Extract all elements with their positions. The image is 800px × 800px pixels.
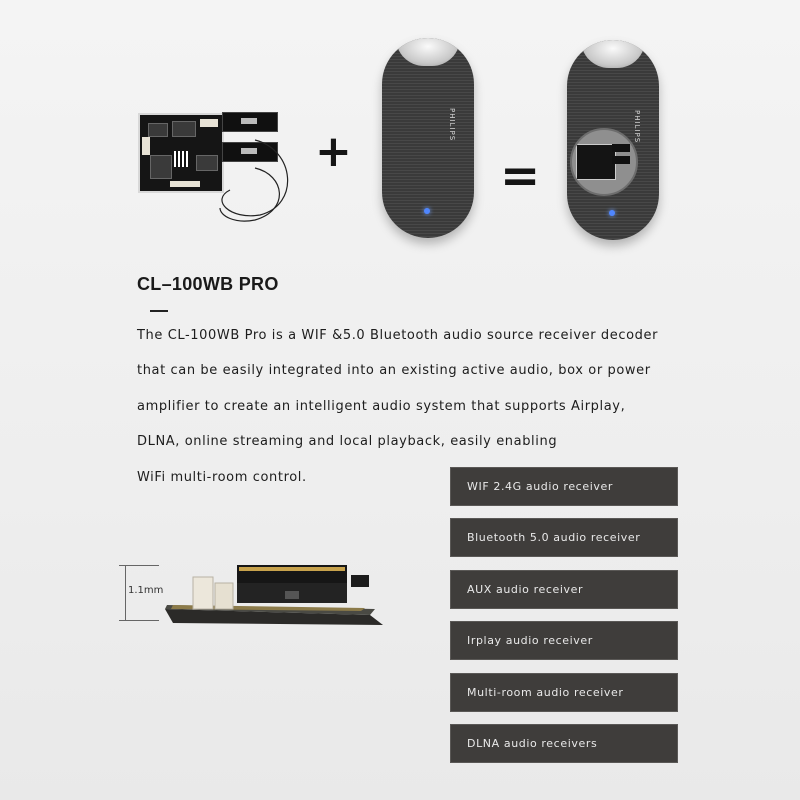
feature-bluetooth-receiver-button[interactable]: Bluetooth 5.0 audio receiver (450, 518, 678, 557)
description-line-1: The CL-100WB Pro is a WIF &5.0 Bluetooth audio source receiver decoder (137, 328, 659, 343)
feature-dlna-receiver-button[interactable]: DLNA audio receivers (450, 724, 678, 763)
plus-sign: + (315, 126, 352, 177)
equals-sign: = (500, 148, 541, 204)
feature-aux-receiver-button[interactable]: AUX audio receiver (450, 570, 678, 609)
title-divider (150, 310, 168, 312)
antenna-cable-image (200, 120, 310, 230)
module-side-view-image (165, 565, 383, 625)
description-line-5: WiFi multi-room control. (137, 470, 307, 485)
integrated-speaker-brand-label: PHILIPS (633, 110, 641, 144)
thickness-label: 1.1mm (128, 585, 164, 596)
speaker-image (382, 38, 474, 238)
feature-airplay-receiver-button[interactable]: Irplay audio receiver (450, 621, 678, 660)
feature-wifi-receiver-button[interactable]: WIF 2.4G audio receiver (450, 467, 678, 506)
speaker-brand-label: PHILIPS (448, 108, 456, 142)
feature-multiroom-receiver-button[interactable]: Multi-room audio receiver (450, 673, 678, 712)
module-inside-speaker-image (570, 128, 638, 196)
integrated-speaker-led-icon (609, 210, 615, 216)
product-title: CL–100WB PRO (137, 274, 279, 294)
description-line-2: that can be easily integrated into an existing active audio, box or power (137, 363, 651, 378)
description-line-3: amplifier to create an intelligent audio system that supports Airplay, (137, 399, 626, 414)
speaker-led-icon (424, 208, 430, 214)
description-line-4: DLNA, online streaming and local playback, easily enabling (137, 434, 558, 449)
